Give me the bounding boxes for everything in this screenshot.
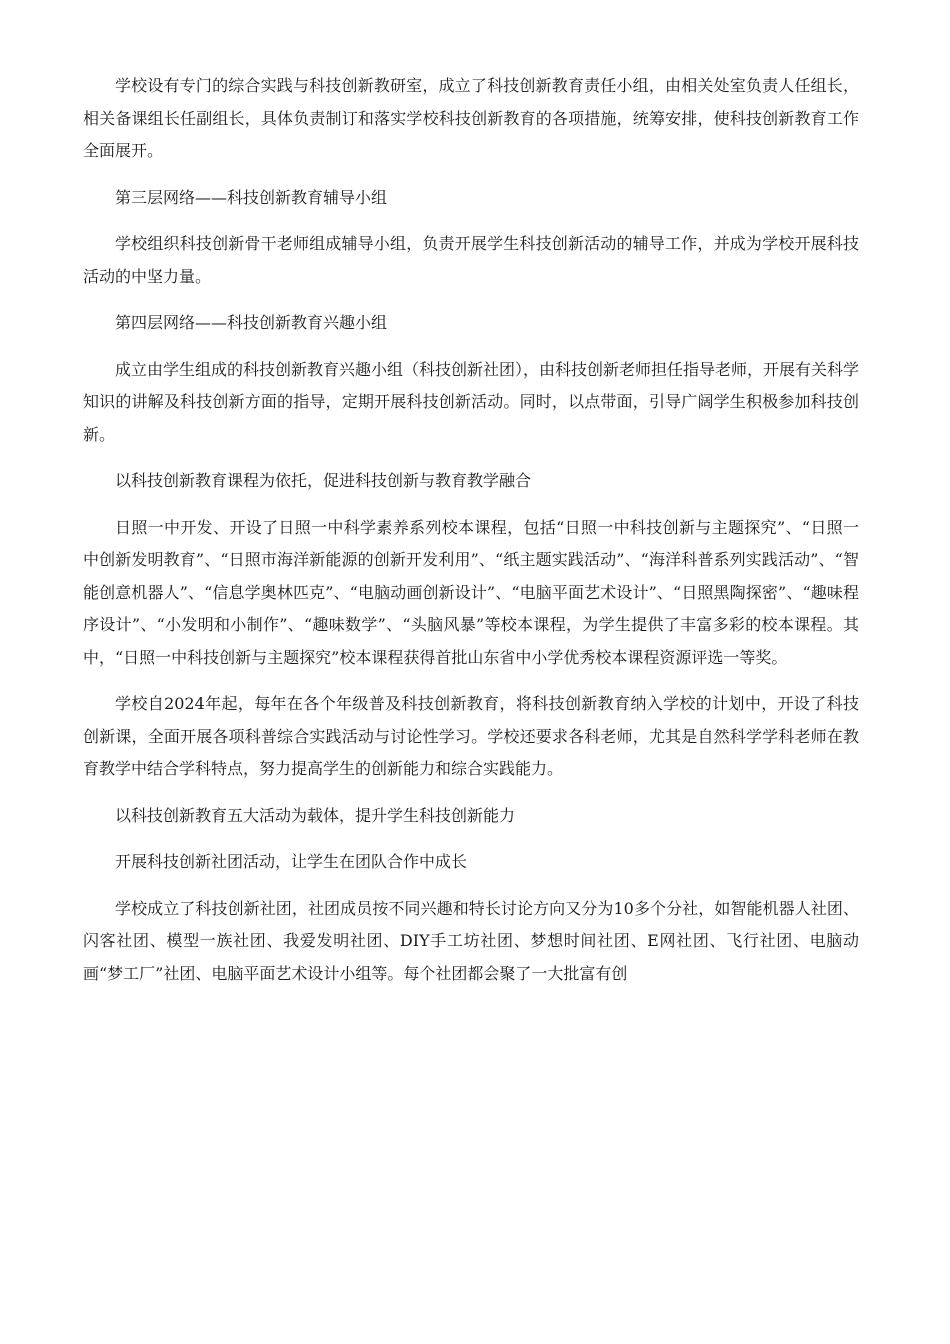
paragraph: 学校设有专门的综合实践与科技创新教研室，成立了科技创新教育责任小组，由相关处室负责人任组长，相关备课组长任副组长，具体负责制订和落实学校科技创新教育的各项措施，统筹安排，使科技创新教育工作全面展开。	[83, 76, 859, 160]
document-body	[83, 70, 859, 1004]
section-heading: 以科技创新教育课程为依托，促进科技创新与教育教学融合	[115, 471, 532, 490]
paragraph: 学校组织科技创新骨干老师组成辅导小组，负责开展学生科技创新活动的辅导工作，并成为学校开展科技活动的中坚力量。	[83, 234, 859, 286]
paragraph: 学校成立了科技创新社团，社团成员按不同兴趣和特长讨论方向又分为10多个分社，如智能机器人社团、闪客社团、模型一族社团、我爱发明社团、DIY手工坊社团、梦想时间社团、E网社团、飞行社团、电脑动画“梦工厂”社团、电脑平面艺术设计小组等。每个社团都会聚了一大批富有创	[83, 898, 859, 983]
paragraph: 学校自2024年起，每年在各个年级普及科技创新教育，将科技创新教育纳入学校的计划中，开设了科技创新课，全面开展各项科普综合实践活动与讨论性学习。学校还要求各科老师，尤其是自然科学学科老师在教育教学中结合学科特点，努力提高学生的创新能力和综合实践能力。	[83, 694, 859, 778]
paragraph: 日照一中开发、开设了日照一中科学素养系列校本课程，包括“日照一中科技创新与主题探究”、“日照一中创新发明教育”、“日照市海洋新能源的创新开发利用”、“纸主题实践活动”、“海洋科普系列实践活动”、“智能创意机器人”、“信息学奥林匹克”、“电脑动画创新设计”、“电脑平面艺术设计”、“日照黑陶探密”、“趣味程序设计”、“小发明和小制作”、“趣味数学”、“头脑风暴”等校本课程，为学生提供了丰富多彩的校本课程。其中，“日照一中科技创新与主题探究”校本课程获得首批山东省中小学优秀校本课程资源评选一等奖。	[83, 517, 859, 667]
paragraph: 成立由学生组成的科技创新教育兴趣小组（科技创新社团），由科技创新老师担任指导老师，开展有关科学知识的讲解及科技创新方面的指导，定期开展科技创新活动。同时，以点带面，引导广阔学生积极参加科技创新。	[83, 359, 860, 444]
section-heading: 第四层网络——科技创新教育兴趣小组	[115, 313, 388, 332]
section-heading: 开展科技创新社团活动，让学生在团队合作中成长	[115, 852, 468, 871]
section-heading: 以科技创新教育五大活动为载体，提升学生科技创新能力	[115, 805, 516, 825]
section-heading: 第三层网络——科技创新教育辅导小组	[115, 187, 388, 207]
